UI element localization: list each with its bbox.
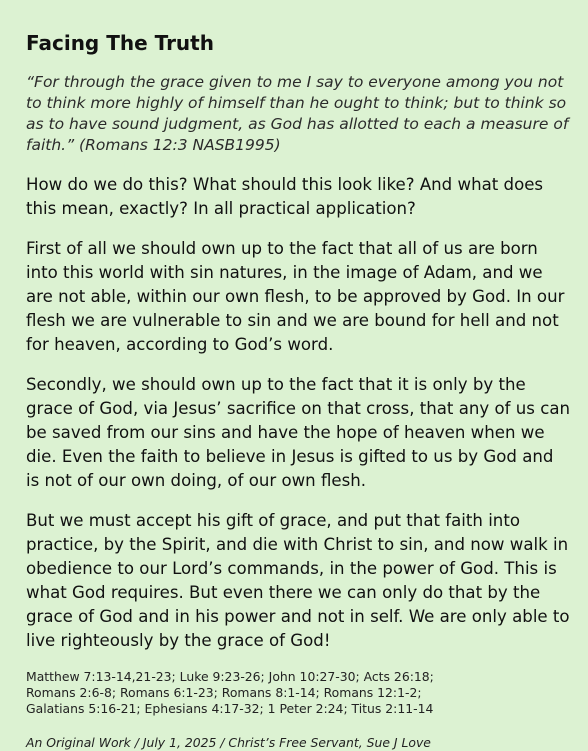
paragraph-4: But we must accept his gift of grace, and put that faith into practice, by the Spirit, and die with Christ to sin, and now walk in obedience to our Lord’s commands, in the power of God. This is what God requires. But even there we can only do that by the grace of God and in his power and not in self. We are only able to live righteously by the grace of God! (26, 511, 570, 650)
reference-line: Galatians 5:16-21; Ephesians 4:17-32; 1 Peter 2:24; Titus 2:11-14 (26, 701, 434, 716)
scripture-references (26, 669, 570, 717)
paragraph-2: First of all we should own up to the fact that all of us are born into this world with sin natures, in the image of Adam, and we are not able, within our own flesh, to be approved by God. In our flesh we are vulnerable to sin and we are bound for hell and not for heaven, according to God’s word. (26, 239, 565, 354)
reference-line: Matthew 7:13-14,21-23; Luke 9:23-26; John 10:27-30; Acts 26:18; (26, 669, 434, 684)
article-title: Facing The Truth (26, 31, 214, 55)
attribution-footer: An Original Work / July 1, 2025 / Christ’s Free Servant, Sue J Love (26, 735, 431, 750)
reference-line: Romans 2:6-8; Romans 6:1-23; Romans 8:1-14; Romans 12:1-2; (26, 685, 422, 700)
scripture-quote: “For through the grace given to me I say to everyone among you not to think more highly of himself than he ought to think; but to think so as to have sound judgment, as God has allotted to each a measure of faith.” (Romans 12:3 NASB1995) (26, 73, 569, 154)
paragraph-1: How do we do this? What should this look like? And what does this mean, exactly? In all practical application? (26, 175, 544, 218)
paragraph-3: Secondly, we should own up to the fact that it is only by the grace of God, via Jesus’ sacrifice on that cross, that any of us can be saved from our sins and have the hope of heaven when we die. Even the faith to believe in Jesus is gifted to us by God and is not of our own doing, of our own flesh. (26, 375, 571, 490)
